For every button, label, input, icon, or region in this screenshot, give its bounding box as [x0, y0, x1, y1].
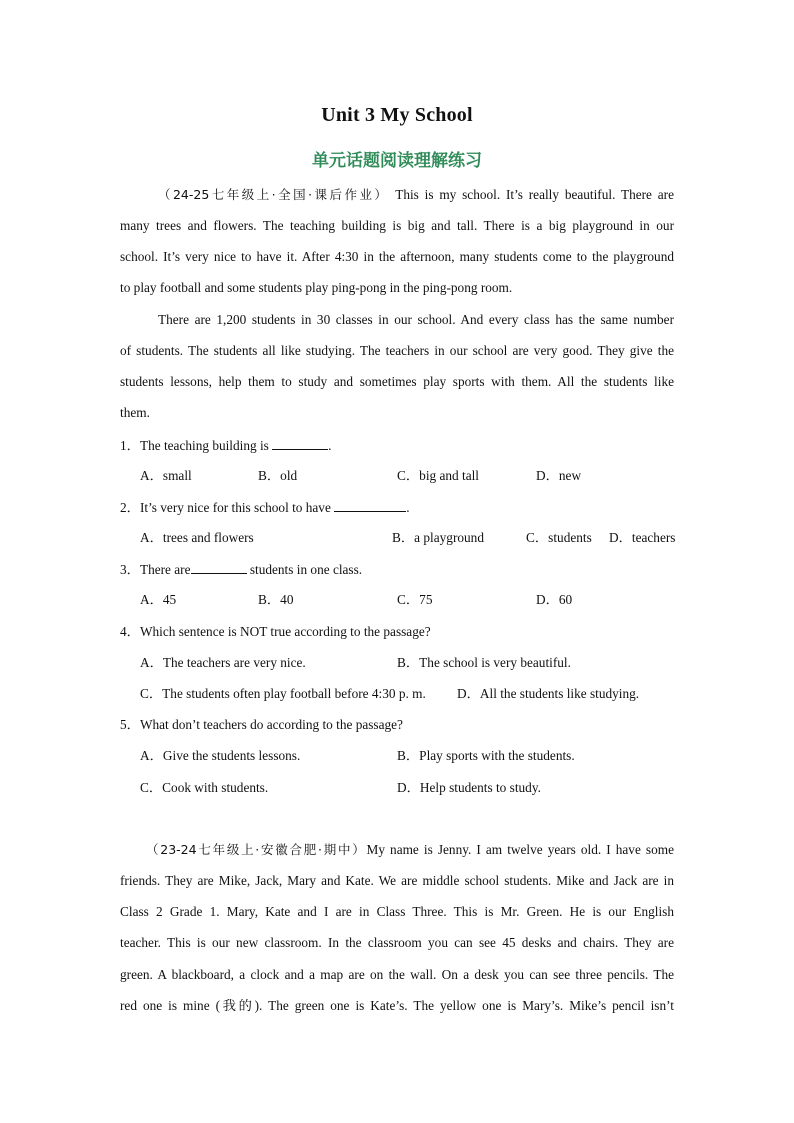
question-2-option-b: B．a playground	[392, 530, 484, 545]
question-5: 5．What don’t teachers do according to the passage?	[120, 717, 403, 732]
passage1-line: many trees and flowers. The teaching building is big and tall. There is a big playground in our	[120, 218, 674, 233]
question-5-option-c: C．Cook with students.	[140, 780, 269, 795]
question-3-option-c: C．75	[397, 592, 433, 607]
question-1-option-a: A．small	[140, 468, 192, 483]
passage2-line: friends. They are Mike, Jack, Mary and Kate. We are middle school students. Mike and Jack are in	[120, 873, 674, 888]
question-4-option-c: C．The students often play football before 4:30 p. m.	[140, 686, 426, 701]
page-subtitle: 单元话题阅读理解练习	[312, 151, 482, 171]
page-title: Unit 3 My School	[321, 104, 473, 126]
question-2-option-a: A．trees and flowers	[140, 530, 254, 545]
question-4-option-d: D．All the students like studying.	[457, 686, 640, 701]
passage1-line: （24-25七年级上·全国·课后作业） This is my school. It’s really beautiful. There are	[158, 187, 674, 202]
question-5-option-b: B．Play sports with the students.	[397, 748, 575, 763]
passage1-line: of students. The students all like studying. The teachers in our school are very good. They give the	[120, 343, 674, 358]
question-4: 4．Which sentence is NOT true according to the passage?	[120, 624, 431, 639]
question-5-option-a: A．Give the students lessons.	[140, 748, 301, 763]
passage1-line: school. It’s very nice to have it. After 4:30 in the afternoon, many students come to the playground	[120, 249, 674, 264]
question-1-option-c: C．big and tall	[397, 468, 479, 483]
question-1: 1．The teaching building is .	[120, 438, 332, 453]
passage2-line: Class 2 Grade 1. Mary, Kate and I are in Class Three. This is Mr. Green. He is our English	[120, 904, 674, 919]
question-2-option-d: D．teachers	[609, 530, 676, 545]
question-3: 3．There are students in one class.	[120, 562, 363, 577]
passage2-line: （23-24七年级上·安徽合肥·期中）My name is Jenny. I am twelve years old. I have some	[146, 842, 674, 857]
passage1-line: them.	[120, 405, 150, 420]
passage2-source: （23-24七年级上·安徽合肥·期中）	[146, 842, 367, 857]
passage2-line: green. A blackboard, a clock and a map are on the wall. On a desk you can see three pencils. The	[120, 967, 674, 982]
answer-blank	[334, 498, 406, 512]
question-4-option-b: B．The school is very beautiful.	[397, 655, 571, 670]
passage1-source: （24-25七年级上·全国·课后作业）	[158, 187, 390, 202]
question-4-option-a: A．The teachers are very nice.	[140, 655, 306, 670]
passage1-line: There are 1,200 students in 30 classes in our school. And every class has the same number	[158, 312, 674, 327]
question-3-option-d: D．60	[536, 592, 573, 607]
passage1-line: students lessons, help them to study and sometimes play sports with them. All the students like	[120, 374, 674, 389]
question-5-option-d: D．Help students to study.	[397, 780, 541, 795]
passage1-line: to play football and some students play ping-pong in the ping-pong room.	[120, 280, 513, 295]
passage2-line: teacher. This is our new classroom. In the classroom you can see 45 desks and chairs. They are	[120, 935, 674, 950]
question-1-option-d: D．new	[536, 468, 582, 483]
question-1-option-b: B．old	[258, 468, 298, 483]
question-3-option-b: B．40	[258, 592, 294, 607]
question-3-option-a: A．45	[140, 592, 177, 607]
question-2-option-c: C．students	[526, 530, 592, 545]
answer-blank	[191, 560, 247, 574]
passage2-line: red one is mine (我的). The green one is Kate’s. The yellow one is Mary’s. Mike’s pencil isn’t	[120, 998, 674, 1013]
question-2: 2．It’s very nice for this school to have .	[120, 500, 410, 515]
answer-blank	[272, 436, 328, 450]
